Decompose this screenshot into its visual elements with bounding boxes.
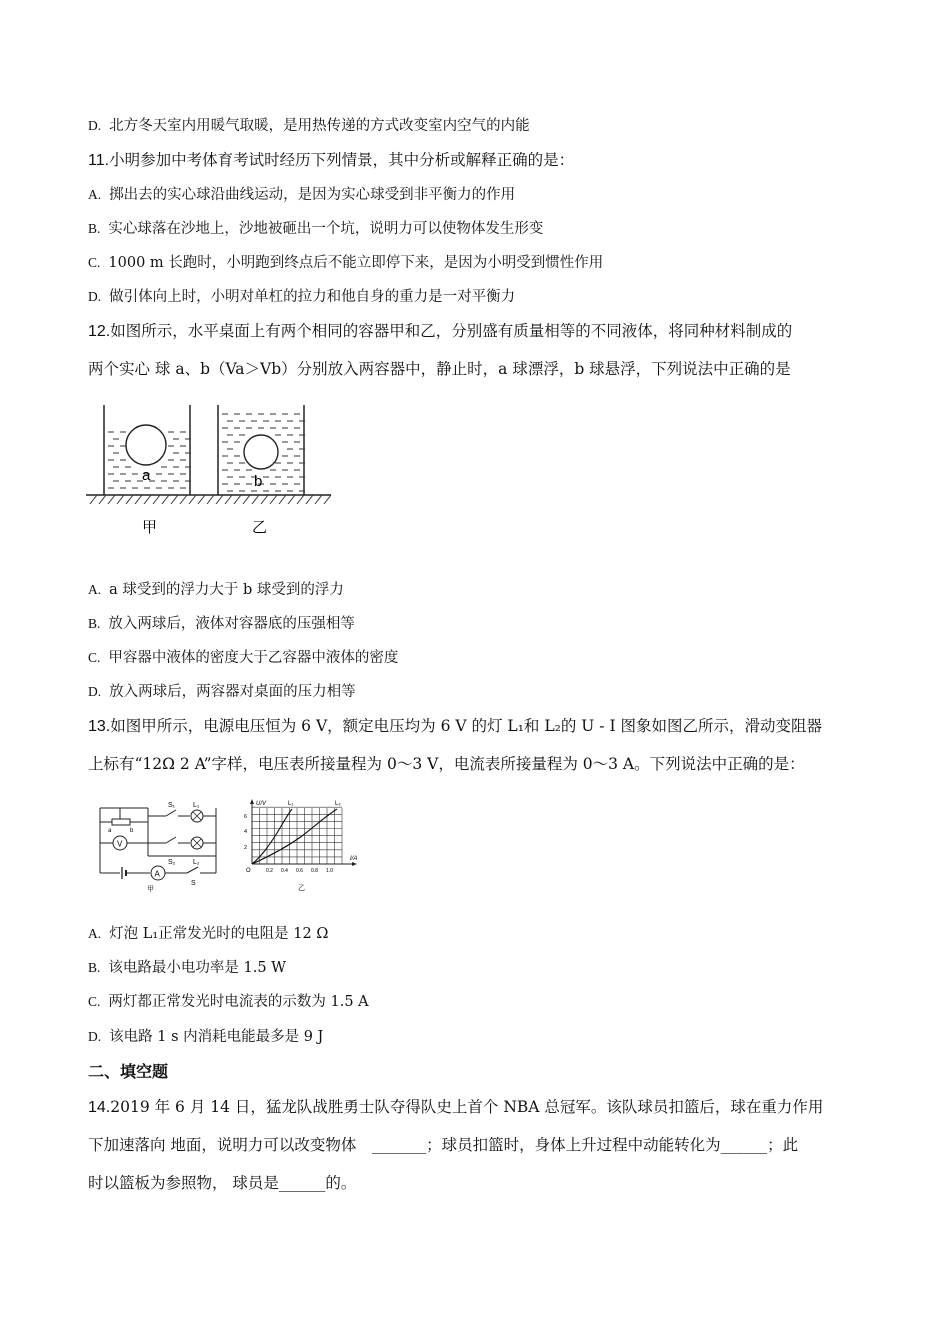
q10-option-d: D. 北方冬天室内用暖气取暖，是用热传递的方式改变室内空气的内能	[88, 118, 530, 134]
y-tick-4: 4	[244, 829, 248, 835]
section-fill-in-blank: 二、填空题	[88, 1062, 169, 1081]
question-14-stem-end: 时以篮板为参照物， 球员是______的。	[88, 1174, 357, 1192]
question-12-stem: 12.如图所示，水平桌面上有两个相同的容器甲和乙，分别盛有质量相等的不同液体，将同种材料制成的	[88, 322, 793, 340]
label-l1: L₁	[193, 802, 200, 809]
figure-12-containers	[86, 400, 346, 545]
y-tick-6: 6	[244, 814, 248, 820]
q12-option-b: B. 放入两球后，液体对容器底的压强相等	[88, 616, 355, 632]
question-14-stem: 14.2019 年 6 月 14 日，猛龙队战胜勇士队夺得队史上首个 NBA 总冠军。该队球员扣篮后，球在重力作用	[88, 1098, 824, 1116]
q13-option-d: D. 该电路 1 s 内消耗电能最多是 9 J	[88, 1029, 324, 1045]
question-11-stem: 11.小明参加中考体育考试时经历下列情景，其中分析或解释正确的是：	[88, 151, 575, 169]
q13-option-a: A. 灯泡 L₁正常发光时的电阻是 12 Ω	[88, 926, 329, 942]
svg-text:A: A	[154, 869, 160, 879]
x-tick-1.0: 1.0	[326, 868, 333, 874]
q12-option-a: A. a 球受到的浮力大于 b 球受到的浮力	[88, 582, 344, 598]
question-14-stem-cont: 下加速落向 地面，说明力可以改变物体 _______；球员扣篮时，身体上升过程中动能转化为______；此	[88, 1136, 799, 1154]
x-axis-label: I/A	[350, 856, 358, 862]
curve-l1-label: L₁	[288, 801, 294, 807]
label-circuit-jia: 甲	[147, 885, 154, 893]
rheostat	[112, 819, 130, 825]
y-tick-2: 2	[244, 845, 248, 851]
q11-option-c: C. 1000 m 长跑时，小明跑到终点后不能立即停下来，是因为小明受到惯性作用	[88, 255, 604, 271]
label-s: S	[191, 880, 196, 887]
q12-option-c: C. 甲容器中液体的密度大于乙容器中液体的密度	[88, 650, 399, 666]
q13-option-b: B. 该电路最小电功率是 1.5 W	[88, 960, 287, 976]
label-yi: 乙	[252, 518, 268, 536]
y-axis-label: U/V	[256, 801, 267, 807]
x-tick-0.4: 0.4	[281, 868, 288, 874]
ball-a	[126, 425, 166, 465]
x-tick-0.6: 0.6	[296, 868, 303, 874]
curve-l1	[252, 809, 292, 864]
curve-l2	[252, 809, 337, 864]
figure-13-graph	[240, 798, 370, 893]
label-graph-yi: 乙	[298, 884, 305, 892]
label-s1: S₁	[168, 802, 176, 809]
label-s2: S₂	[168, 859, 176, 866]
ball-a-label: a	[142, 467, 151, 484]
svg-text:V: V	[117, 839, 123, 849]
question-13-stem: 13.如图甲所示，电源电压恒为 6 V，额定电压均为 6 V 的灯 L₁和 L₂的 U - I 图象如图乙所示，滑动变阻器	[88, 717, 822, 735]
question-12-stem-cont: 两个实心 球 a、b（Va＞Vb）分别放入两容器中，静止时，a 球漂浮，b 球悬浮，下列说法中正确的是	[88, 360, 791, 378]
ball-b-label: b	[254, 473, 263, 490]
label-l2: L₂	[193, 859, 200, 866]
q11-option-d: D. 做引体向上时，小明对单杠的拉力和他自身的重力是一对平衡力	[88, 289, 516, 305]
q12-option-d: D. 放入两球后，两容器对桌面的压力相等	[88, 684, 356, 700]
label-jia: 甲	[142, 518, 158, 536]
figure-13-circuit	[92, 798, 222, 893]
question-13-stem-cont: 上标有“12Ω 2 A”字样，电压表所接量程为 0～3 V，电流表所接量程为 0～3 A。下列说法中正确的是：	[88, 755, 805, 773]
ball-b	[244, 435, 278, 469]
x-tick-0.8: 0.8	[311, 868, 318, 874]
x-tick-0.2: 0.2	[266, 868, 273, 874]
svg-text:a: a	[108, 828, 112, 834]
origin-label: O	[246, 868, 251, 874]
svg-text:b: b	[130, 828, 134, 834]
q11-option-a: A. 掷出去的实心球沿曲线运动，是因为实心球受到非平衡力的作用	[88, 187, 516, 203]
q13-option-c: C. 两灯都正常发光时电流表的示数为 1.5 A	[88, 994, 369, 1010]
curve-l2-label: L₂	[335, 801, 341, 807]
q11-option-b: B. 实心球落在沙地上，沙地被砸出一个坑，说明力可以使物体发生形变	[88, 221, 544, 237]
